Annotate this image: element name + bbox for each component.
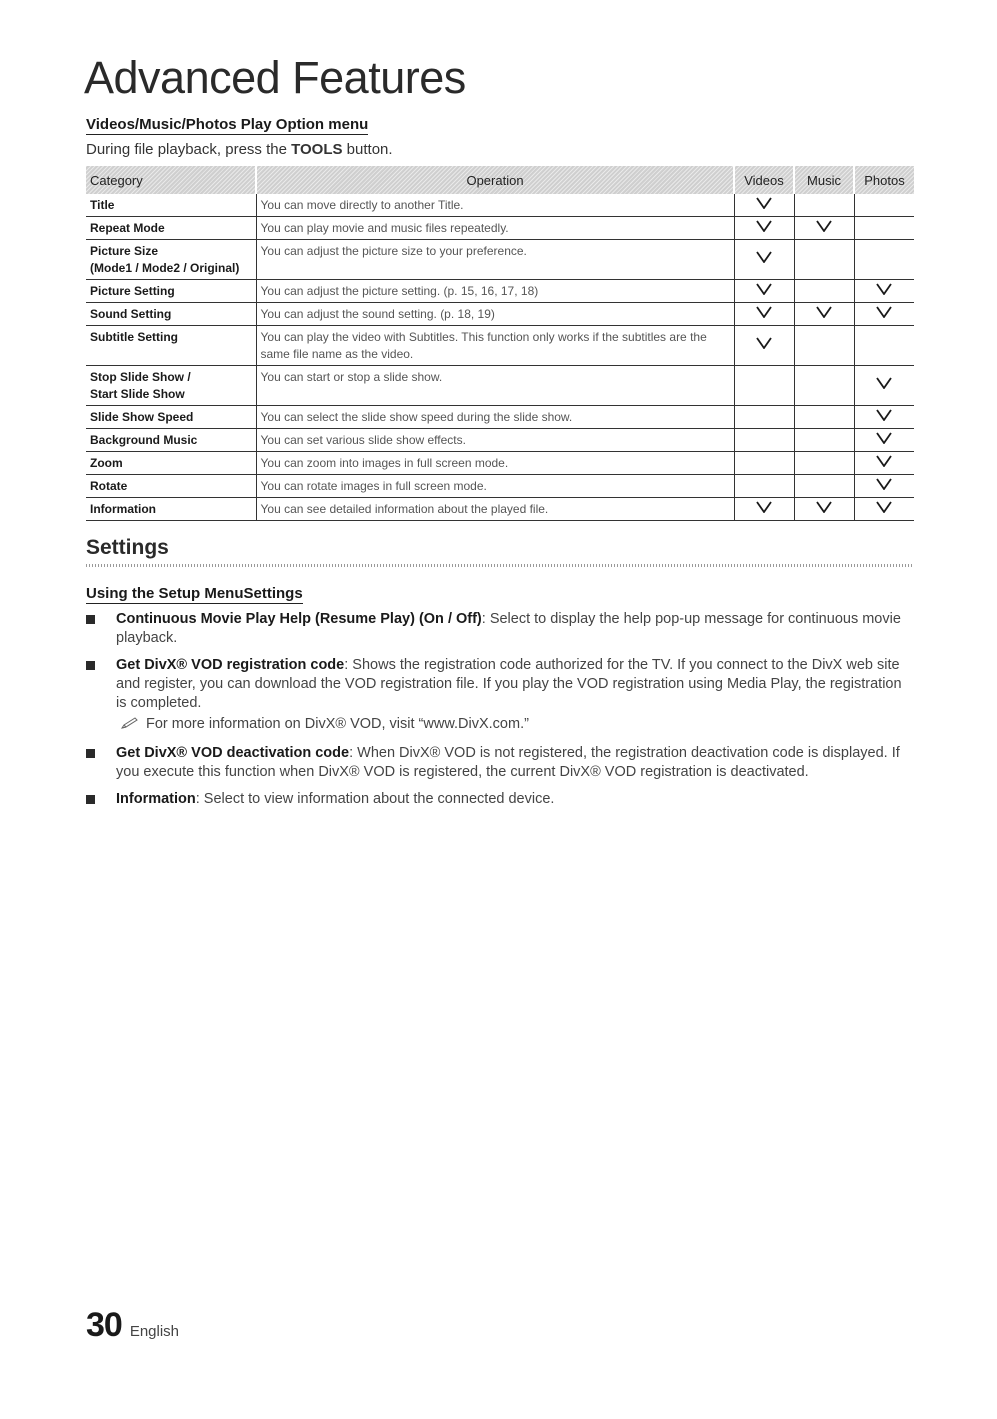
row-photos-cell — [854, 406, 914, 429]
row-operation: You can adjust the picture setting. (p. 15, 16, 17, 18) — [256, 280, 734, 303]
tools-button-label: TOOLS — [291, 141, 343, 158]
table-row — [86, 498, 914, 521]
settings-item — [86, 790, 914, 809]
row-operation: You can move directly to another Title. — [256, 194, 734, 217]
row-category: Background Music — [86, 429, 256, 452]
table-row — [86, 475, 914, 498]
row-category: Information — [86, 498, 256, 521]
table-row — [86, 217, 914, 240]
header-operation: Operation — [256, 166, 734, 194]
row-videos-cell — [734, 217, 794, 240]
row-operation: You can select the slide show speed during the slide show. — [256, 406, 734, 429]
row-photos-cell — [854, 326, 914, 366]
row-operation: You can play movie and music files repeatedly. — [256, 217, 734, 240]
header-photos: Photos — [854, 166, 914, 194]
settings-item-note — [116, 715, 914, 736]
row-photos-cell — [854, 452, 914, 475]
checkmark-icon — [876, 409, 892, 426]
checkmark-icon — [816, 501, 832, 518]
page-number: 30 — [86, 1306, 122, 1344]
row-operation: You can rotate images in full screen mode. — [256, 475, 734, 498]
setup-menu-subheading: Using the Setup MenuSettings — [86, 585, 303, 602]
settings-divider — [86, 564, 914, 567]
row-category: Repeat Mode — [86, 217, 256, 240]
row-videos-cell — [734, 280, 794, 303]
row-photos-cell — [854, 429, 914, 452]
row-music-cell — [794, 366, 854, 406]
settings-item-text: : Shows the registration code authorized for the TV. If you connect to the DivX web site and register, you can download the VOD registration file. If you play the VOD registration using Media Play, the registration is completed. — [116, 657, 902, 711]
settings-heading: Settings — [86, 536, 169, 559]
row-music-cell — [794, 194, 854, 217]
settings-item-title: Get DivX® VOD registration code — [116, 657, 345, 673]
row-operation: You can adjust the picture size to your preference. — [256, 240, 734, 280]
table-row — [86, 429, 914, 452]
header-music: Music — [794, 166, 854, 194]
row-videos-cell — [734, 194, 794, 217]
checkmark-icon — [756, 197, 772, 214]
row-music-cell — [794, 498, 854, 521]
header-category: Category — [86, 166, 256, 194]
row-operation: You can adjust the sound setting. (p. 18, 19) — [256, 303, 734, 326]
row-videos-cell — [734, 498, 794, 521]
intro-text-before: During file playback, press the — [86, 141, 292, 158]
page-title: Advanced Features — [84, 52, 466, 103]
settings-item-title: Information — [116, 791, 196, 807]
settings-item-title: Continuous Movie Play Help (Resume Play) (On / Off) — [116, 611, 482, 627]
row-music-cell — [794, 240, 854, 280]
row-photos-cell — [854, 475, 914, 498]
checkmark-icon — [876, 455, 892, 472]
play-option-table — [86, 166, 914, 521]
row-operation: You can set various slide show effects. — [256, 429, 734, 452]
section-heading-play-option-menu: Videos/Music/Photos Play Option menu — [86, 116, 369, 133]
pencil-note-icon — [120, 716, 140, 736]
row-category: Title — [86, 194, 256, 217]
row-videos-cell — [734, 303, 794, 326]
page-language: English — [129, 1323, 180, 1340]
row-music-cell — [794, 303, 854, 326]
header-videos: Videos — [734, 166, 794, 194]
settings-item — [86, 610, 914, 648]
row-photos-cell — [854, 240, 914, 280]
checkmark-icon — [876, 283, 892, 300]
checkmark-icon — [756, 501, 772, 518]
checkmark-icon — [876, 306, 892, 323]
table-row — [86, 366, 914, 406]
row-photos-cell — [854, 303, 914, 326]
note-text: For more information on DivX® VOD, visit “www.DivX.com.” — [146, 716, 529, 732]
row-category: Slide Show Speed — [86, 406, 256, 429]
table-row — [86, 194, 914, 217]
row-videos-cell — [734, 429, 794, 452]
checkmark-icon — [756, 220, 772, 237]
settings-item — [86, 744, 914, 782]
settings-item-text: : When DivX® VOD is not registered, the registration deactivation code is displayed. If you execute this function when DivX® VOD is registered, the current DivX® VOD registration is deactivated. — [116, 745, 900, 780]
square-bullet-icon — [86, 615, 95, 624]
checkmark-icon — [876, 478, 892, 495]
settings-list — [86, 610, 914, 817]
row-music-cell — [794, 452, 854, 475]
intro-text-after: button. — [342, 141, 393, 158]
row-music-cell — [794, 429, 854, 452]
row-videos-cell — [734, 366, 794, 406]
row-photos-cell — [854, 280, 914, 303]
row-videos-cell — [734, 240, 794, 280]
row-category: Zoom — [86, 452, 256, 475]
checkmark-icon — [756, 306, 772, 323]
checkmark-icon — [876, 501, 892, 518]
settings-item-text: : Select to view information about the connected device. — [195, 791, 555, 807]
row-videos-cell — [734, 406, 794, 429]
table-row — [86, 452, 914, 475]
table-row — [86, 240, 914, 280]
table-row — [86, 303, 914, 326]
square-bullet-icon — [86, 795, 95, 804]
checkmark-icon — [876, 432, 892, 449]
settings-item-text: : Select to display the help pop-up message for continuous movie playback. — [116, 611, 901, 646]
row-operation: You can zoom into images in full screen mode. — [256, 452, 734, 475]
row-operation: You can start or stop a slide show. — [256, 366, 734, 406]
row-category: Sound Setting — [86, 303, 256, 326]
checkmark-icon — [876, 377, 892, 394]
row-videos-cell — [734, 475, 794, 498]
row-music-cell — [794, 326, 854, 366]
row-photos-cell — [854, 194, 914, 217]
row-photos-cell — [854, 366, 914, 406]
row-music-cell — [794, 280, 854, 303]
row-operation: You can play the video with Subtitles. This function only works if the subtitles are the same file name as the video. — [256, 326, 734, 366]
row-music-cell — [794, 217, 854, 240]
row-photos-cell — [854, 498, 914, 521]
settings-item-title: Get DivX® VOD deactivation code — [116, 745, 350, 761]
row-videos-cell — [734, 452, 794, 475]
settings-item — [86, 656, 914, 736]
table-row — [86, 406, 914, 429]
row-category: Subtitle Setting — [86, 326, 256, 366]
checkmark-icon — [756, 251, 772, 268]
row-category: Stop Slide Show / Start Slide Show — [86, 366, 256, 406]
row-operation: You can see detailed information about the played file. — [256, 498, 734, 521]
row-music-cell — [794, 406, 854, 429]
section-intro — [86, 141, 393, 158]
row-videos-cell — [734, 326, 794, 366]
checkmark-icon — [816, 220, 832, 237]
row-category: Picture Setting — [86, 280, 256, 303]
table-header-row — [86, 166, 914, 194]
square-bullet-icon — [86, 749, 95, 758]
checkmark-icon — [816, 306, 832, 323]
row-category: Rotate — [86, 475, 256, 498]
square-bullet-icon — [86, 661, 95, 670]
row-music-cell — [794, 475, 854, 498]
row-category: Picture Size (Mode1 / Mode2 / Original) — [86, 240, 256, 280]
row-photos-cell — [854, 217, 914, 240]
checkmark-icon — [756, 283, 772, 300]
checkmark-icon — [756, 337, 772, 354]
table-row — [86, 326, 914, 366]
page-footer — [86, 1306, 179, 1345]
table-row — [86, 280, 914, 303]
